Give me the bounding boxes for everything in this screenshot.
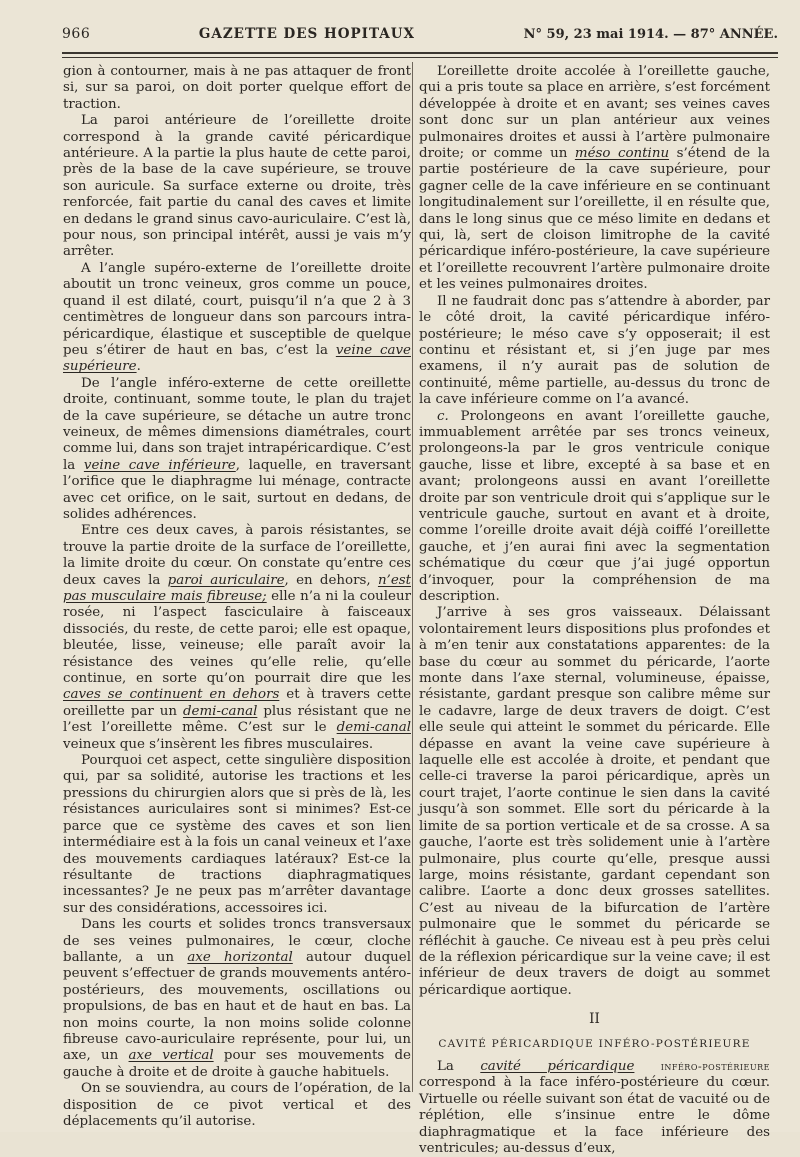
text-run: elle n’a ni la couleur rosée, ni l’aspect fasciculaire à faisceaux dissociés, du reste, de cette paroi; elle est opaque, bleutée, lisse, veineuse; elle paraît avoir la résistance des veines qu’elle relie, qu’elle continue, en sorte qu’on pourrait dire que les [63, 589, 411, 687]
paragraph [419, 409, 770, 606]
text-run: Prolongeons en avant l’oreillette gauche, immuablement arrêtée par ses troncs veineux, prolongeons-la par le gros ventricule conique gauche, lisse et libre, excepté à sa base et en avant; prolongeons aussi en avant l’oreillette droite par son ventricule droit qui s’applique sur le ventricule gauche, surtout en avant et à droite, comme l’oreille droite avait déjà coiffé l’oreillette gauche, et j’en aurai fini avec la segmentation schématique du cœur que j’ai jugé opportun d’invoquer, pour la compréhension de ma description. [419, 408, 770, 604]
text-run: correspond à la face inféro-postérieure du cœur. Virtuelle ou réelle suivant son état de vacuité ou de réplétion, elle s’insinue entre le dôme diaphragmatique et la face inférieure des ventricules; au-dessus d’eux, [419, 1075, 770, 1156]
paragraph: Il ne faudrait donc pas s’attendre à aborder, par le côté droit, la cavité péricardique inféro-postérieure; le méso cave s’y opposerait; il est continu et résistant et, si j’en juge par mes examens, il n’y aurait pas de solution de continuité, même partielle, au-dessus du tronc de la cave inférieure comme on l’a avancé. [419, 293, 770, 408]
emphasis-text: veine cave inférieure [83, 457, 236, 473]
text-run: A l’angle supéro-externe de l’oreillette droite aboutit un tronc veineux, gros comme un pouce, quand il est dilaté, court, puisqu’il n’a que 2 à 3 centimètres de longueur dans son parcours intra-péricardique, élastique et susceptible de quelque peu s’étirer de haut en bas, c’est la [63, 260, 411, 358]
paragraph: On se souviendra, au cours de l’opération, de la disposition de ce pivot vertical et des déplacements qu’il autorise. [63, 1081, 411, 1129]
text-run: et à travers cette oreillette par un [63, 687, 411, 719]
paragraph [63, 523, 411, 753]
emphasis-text: n’est pas musculaire mais fibreuse; [63, 572, 411, 604]
emphasis-text: demi-canal [336, 720, 411, 736]
text-run: plus résistant que ne l’est l’oreillette même. C’est sur le [63, 703, 411, 736]
page-header [62, 26, 778, 50]
text-run: L’oreillette droite accolée à l’oreillette gauche, qui a pris toute sa place en arrière, s’est forcément développée à droite et en avant; ses veines caves sont donc sur un plan antérieur aux veines pulmonaires droites et aussi à l’artère pulmonaire droite; or comme un [419, 64, 770, 162]
section-number: II [589, 1011, 600, 1028]
emphasis-text: demi-canal [182, 703, 258, 719]
text-run: , laquelle, en traversant l’orifice que le diaphragme lui ménage, contracte avec cet orifice, on le sait, surtout en dedans, de solides adhérences. [63, 457, 411, 522]
emphasis-text: paroi auriculaire [167, 572, 285, 588]
text-run: La [437, 1058, 481, 1074]
right-column [419, 64, 770, 1157]
section-title: CAVITÉ PÉRICARDIQUE INFÉRO-POSTÉRIEURE [438, 1037, 751, 1050]
column-divider [412, 62, 413, 1092]
paragraph [419, 1058, 770, 1157]
text-run: . [136, 359, 141, 375]
list-label: c. [437, 408, 449, 424]
paragraph: Pourquoi cet aspect, cette singulière disposition qui, par sa solidité, autorise les tractions et les pressions du chirurgien alors que si près de là, les résistances auriculaires sont si minimes? Est-ce parce que ce système des caves et son lien intermédiaire est à la fois un canal veineux et l’axe des mouvements cardiaques latéraux? Est-ce la résultante de tractions diaphragmatiques incessantes? Je ne peux pas m’arrêter davantage sur des considérations, accessoires ici. [63, 753, 411, 916]
header-rule-thick [62, 52, 778, 54]
paragraph [419, 64, 770, 294]
paragraph [63, 917, 411, 1081]
text-run: veineux que s’insèrent les fibres musculaires. [63, 736, 374, 752]
text-run: Dans les courts et solides troncs transversaux de ses veines pulmonaires, le cœur, cloche ballante, a un [63, 917, 411, 965]
small-caps-text: inféro-postérieure [634, 1058, 770, 1073]
emphasis-text: veine cave supérieure [63, 342, 411, 375]
paragraph: gion à contourner, mais à ne pas attaquer de front si, sur sa paroi, on doit porter quelque effort de traction. [63, 64, 411, 112]
text-run: De l’angle inféro-externe de cette oreillette droite, continuant, somme toute, le plan du trajet de la cave supérieure, se détache un autre tronc veineux, de mêmes dimensions diamétrales, court comme lui, dans son trajet intrapéricardique. C’est la [63, 375, 411, 473]
emphasis-text: méso continu [574, 146, 670, 162]
page-number: 966 [62, 26, 91, 42]
publication-title: GAZETTE DES HOPITAUX [198, 26, 416, 42]
issue-info: N° 59, 23 mai 1914. — 87° ANNÉE. [523, 27, 778, 42]
paragraph [63, 376, 411, 524]
paragraph: La paroi antérieure de l’oreillette droite correspond à la grande cavité péricardique antérieure. A la partie la plus haute de cette paroi, près de la base de la cave supérieure, se trouve son auricule. Sa surface externe ou droite, très renforcée, fait partie du canal des caves et limite en dedans le grand sinus cavo-auriculaire. C’est là, pour nous, son principal intérêt, aussi je vais m’y arrêter. [63, 113, 411, 260]
emphasis-text: axe vertical [128, 1048, 214, 1064]
text-run: Entre ces deux caves, à parois résistantes, se trouve la partie droite de la surface de l’oreillette, la limite droite du cœur. On constate qu’entre ces deux caves la [63, 523, 411, 588]
header-rule-thin [62, 57, 778, 58]
text-run: autour duquel peuvent s’effectuer de grands mouvements antéro-postérieurs, des mouvements, oscillations ou propulsions, de bas en haut et de haut en bas. La non moins courte, la non moins solide colonne fibreuse cavo-auriculaire représente, pour lui, un axe, un [63, 949, 411, 1064]
text-run: , en dehors, [284, 572, 378, 588]
left-column [63, 64, 411, 1130]
emphasis-text: axe horizontal [187, 949, 293, 965]
emphasis-text: cavité péricardique [480, 1058, 635, 1074]
text-run: pour ses mouvements de gauche à droite et de droite à gauche habituels. [63, 1048, 411, 1080]
emphasis-text: caves se continuent en dehors [63, 687, 280, 703]
paragraph: J’arrive à ses gros vaisseaux. Délaissant volontairement leurs dispositions plus profondes et à m’en tenir aux constatations apparentes: de la base du cœur au sommet du péricarde, l’aorte monte dans l’axe sternal, volumineuse, épaisse, résistante, gardant presque son calibre même sur le cadavre, large de deux travers de doigt. C’est elle seule qui atteint le sommet du péricarde. Elle dépasse en avant la veine cave supérieure à laquelle elle est accolée à droite, et pendant que celle-ci traverse la paroi péricardique, après un court trajet, l’aorte continue le sien dans la cavité jusqu’à son sommet. Elle sort du péricarde à la limite de sa portion verticale et de sa crosse. A sa gauche, l’aorte est très solidement unie à l’artère pulmonaire, plus courte qu’elle, presque aussi large, moins résistante, gardant cependant son calibre. L’aorte a donc deux grosses satellites. C’est au niveau de la bifurcation de l’artère pulmonaire que le sommet du péricarde se réfléchit à gauche. Ce niveau est à peu près celui de la réflexion péricardique sur la veine cave; il est inférieur de deux travers de doigt au sommet péricardique aortique. [419, 605, 770, 998]
text-run: s’étend de la partie postérieure de la cave supérieure, pour gagner celle de la cave inférieure en se continuant longitudinalement sur l’oreillette, il en résulte que, dans le long sinus que ce méso limite en dedans et qui, là, sert de cloison limitrophe de la cavité péricardique inféro-postérieure, la cave supérieure et l’oreillette recouvrent l’artère pulmonaire droite et les veines pulmonaires droites. [419, 146, 770, 293]
paragraph [63, 261, 411, 376]
